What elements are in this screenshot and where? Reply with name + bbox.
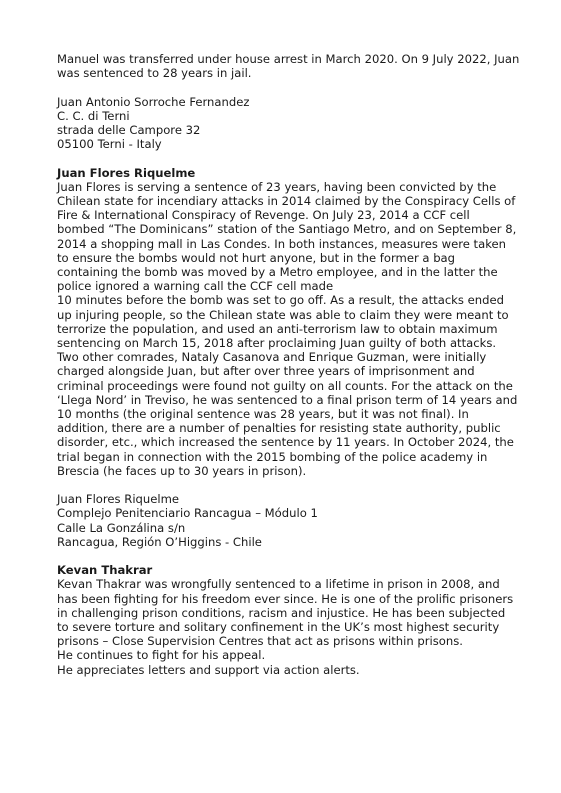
text-line: Juan Flores is serving a sentence of 23 years, having been convicted by the (57, 179, 497, 194)
text-line: ‘Llega Nord’ in Treviso, he was sentenced to a final prison term of 14 years and (57, 392, 518, 407)
address-line: 05100 Terni - Italy (57, 137, 162, 152)
paragraph-spacer (57, 151, 507, 165)
address-block-flores (57, 492, 507, 549)
text-line: Chilean state for incendiary attacks in 2014 claimed by the Conspiracy Cells of (57, 194, 516, 208)
text-line: addition, there are a number of penalties for resisting state authority, public (57, 421, 501, 436)
text-line: criminal proceedings were found not guilty on all counts. For the attack on the (57, 378, 513, 393)
text-line: trial began in connection with the 2015 bombing of the police academy in (57, 449, 488, 464)
text-line: charged alongside Juan, but after over three years of imprisonment and (57, 364, 475, 379)
address-line: C. C. di Terni (57, 108, 130, 123)
text-line: Two other comrades, Nataly Casanova and Enrique Guzman, were initially (57, 350, 487, 365)
text-line: prisons – Close Supervision Centres that act as prisons within prisons. (57, 634, 463, 649)
address-line: Complejo Penitenciario Rancagua – Módulo 1 (57, 506, 318, 521)
address-block-sorroche (57, 95, 507, 152)
text-line: Kevan Thakrar was wrongfully sentenced to a lifetime in prison in 2008, and (57, 577, 500, 592)
text-line: was sentenced to 28 years in jail. (57, 66, 252, 81)
document-page (57, 52, 520, 677)
text-line: Fire & International Conspiracy of Revenge. On July 23, 2014 a CCF cell (57, 208, 470, 223)
section-kevan-thakrar (57, 563, 514, 677)
section-heading: Kevan Thakrar (57, 563, 153, 578)
text-line: 2014 a shopping mall in Las Condes. In both instances, measures were taken (57, 236, 506, 251)
paragraph-spacer (57, 549, 507, 563)
text-line: terrorize the population, and used an anti-terrorism law to obtain maximum (57, 321, 498, 336)
text-line: to severe torture and solitary confinement in the UK’s most highest security (57, 620, 500, 635)
text-line: He continues to fight for his appeal. (57, 648, 266, 663)
address-line: Juan Antonio Sorroche Fernandez (57, 94, 250, 109)
text-line: 10 months (the original sentence was 28 years, but it was not final). In (57, 407, 469, 422)
address-line: Rancagua, Región O’Higgins - Chile (57, 534, 262, 549)
text-line: Brescia (he faces up to 30 years in prison). (57, 463, 307, 478)
section-heading: Juan Flores Riquelme (57, 165, 196, 180)
text-line: to ensure the bombs would not hurt anyone, but in the former a bag (57, 250, 456, 265)
text-line: police ignored a warning call the CCF cell made (57, 279, 334, 294)
text-line: 10 minutes before the bomb was set to go off. As a result, the attacks ended (57, 293, 504, 308)
text-line: up injuring people, so the Chilean state was able to claim they were meant to (57, 307, 509, 322)
intro-paragraph (57, 52, 520, 81)
text-line: Manuel was transferred under house arrest in March 2020. On 9 July 2022, Juan (57, 52, 520, 66)
address-line: Calle La Gonzálina s/n (57, 520, 186, 535)
section-juan-flores (57, 165, 518, 478)
text-line: disorder, etc., which increased the sentence by 11 years. In October 2024, the (57, 435, 514, 450)
text-line: containing the bomb was moved by a Metro employee, and in the latter the (57, 265, 498, 280)
text-line: bombed “The Dominicans” station of the Santiago Metro, and on September 8, (57, 222, 517, 237)
paragraph-spacer (57, 80, 507, 94)
text-line: has been fighting for his freedom ever since. He is one of the prolific prisoners (57, 591, 514, 606)
paragraph-spacer (57, 478, 507, 492)
address-line: strada delle Campore 32 (57, 123, 201, 137)
address-line: Juan Flores Riquelme (57, 492, 180, 507)
text-line: in challenging prison conditions, racism and injustice. He has been subjected (57, 605, 506, 620)
text-line: sentencing on March 15, 2018 after proclaiming Juan guilty of both attacks. (57, 336, 497, 351)
text-line: He appreciates letters and support via action alerts. (57, 662, 360, 677)
